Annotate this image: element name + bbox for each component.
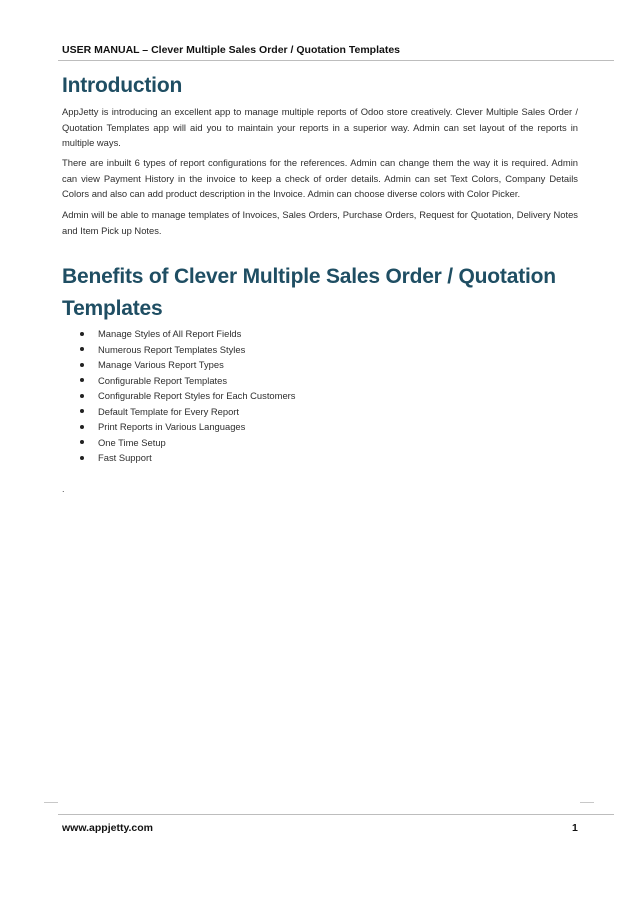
list-item [80,388,295,404]
list-item [80,404,295,420]
bullet-icon [80,440,84,444]
benefit-label: One Time Setup [98,436,166,448]
list-item [80,450,295,466]
benefits-list [80,326,295,466]
bullet-icon [80,409,84,413]
benefit-label: Configurable Report Styles for Each Customers [98,390,296,402]
benefit-label: Default Template for Every Report [98,405,240,417]
trailing-mark: . [62,484,65,494]
bullet-icon [80,456,84,460]
benefit-label: Numerous Report Templates Styles [98,343,246,355]
bullet-icon [80,332,84,336]
footer-website: www.appjetty.com [62,822,154,834]
list-item [80,326,295,342]
benefits-heading: Benefits of Clever Multiple Sales Order / Quotation Templates [62,265,556,320]
bullet-icon [80,347,84,351]
document-header-title: USER MANUAL – Clever Multiple Sales Order / Quotation Templates [62,44,401,56]
intro-paragraph-1: AppJetty is introducing an excellent app to manage multiple reports of Odoo store creatively. Clever Multiple Sales Order / Quotation Templates app will aid you to maintain your reports in a superior way. Admin can set layout of the reports in multiple ways. [62,106,578,148]
intro-paragraph-2: There are inbuilt 6 types of report configurations for the references. Admin can change them the way it is required. Admin can view Payment History in the invoice to keep a check of order details. Admin can set Text Colors, Company Details Colors and also can add product description in the Invoice. Admin can choose diverse colors with Color Picker. [62,157,578,199]
benefit-label: Manage Various Report Types [98,359,224,371]
footer-corner-mark-right [580,802,594,803]
bullet-icon [80,363,84,367]
benefit-label: Fast Support [98,452,152,464]
footer-divider [58,814,614,815]
list-item [80,357,295,373]
introduction-heading: Introduction [62,74,183,97]
header-divider [58,60,614,61]
benefit-label: Configurable Report Templates [98,374,228,386]
list-item [80,373,295,389]
benefit-label: Print Reports in Various Languages [98,421,246,433]
footer-page-number: 1 [572,822,578,834]
bullet-icon [80,425,84,429]
list-item [80,342,295,358]
footer-corner-mark-left [44,802,58,803]
bullet-icon [80,394,84,398]
list-item [80,435,295,451]
bullet-icon [80,378,84,382]
intro-paragraph-3: Admin will be able to manage templates of Invoices, Sales Orders, Purchase Orders, Request for Quotation, Delivery Notes and Item Pick up Notes. [62,209,578,236]
benefit-label: Manage Styles of All Report Fields [98,328,242,340]
list-item [80,419,295,435]
